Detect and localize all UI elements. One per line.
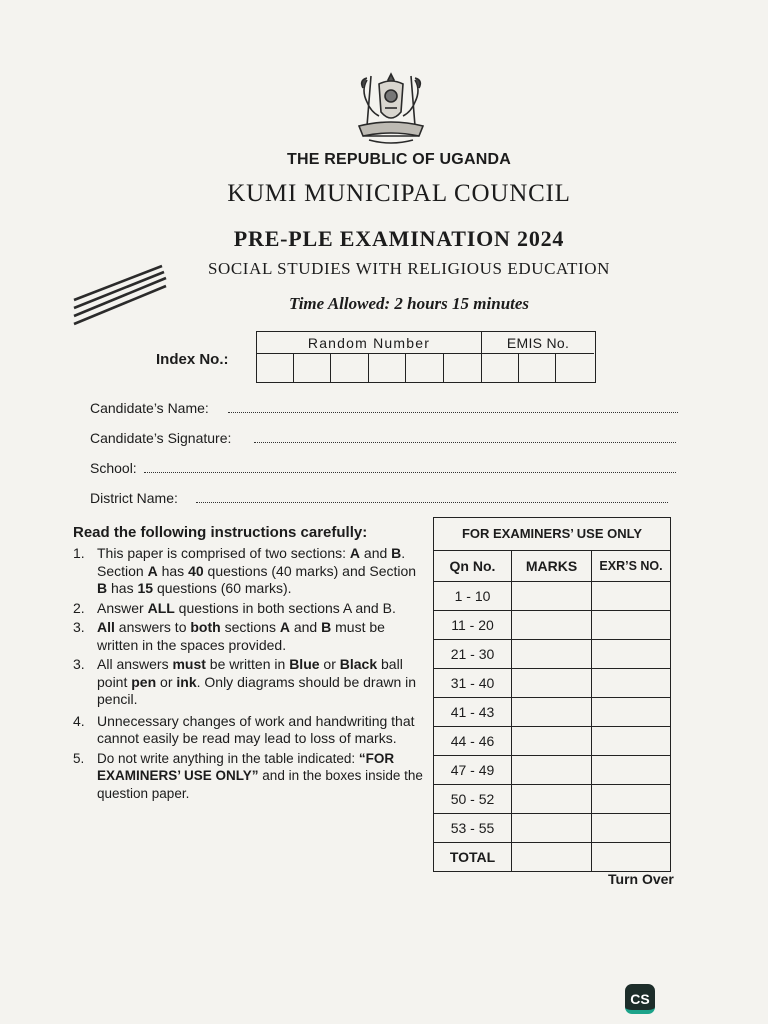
index-box[interactable] bbox=[331, 354, 369, 382]
total-label: TOTAL bbox=[434, 843, 512, 872]
question-range: 41 - 43 bbox=[434, 698, 512, 727]
candidate-name-label: Candidate’s Name: bbox=[90, 400, 209, 416]
column-marks: MARKS bbox=[512, 551, 592, 582]
school-label: School: bbox=[90, 460, 137, 476]
examiners-use-table bbox=[433, 517, 671, 872]
candidate-name-field[interactable] bbox=[90, 400, 678, 416]
marks-cell[interactable] bbox=[512, 727, 592, 756]
question-range: 44 - 46 bbox=[434, 727, 512, 756]
table-row bbox=[434, 698, 671, 727]
instruction-item: 2. Answer ALL questions in both sections A and B. bbox=[73, 599, 396, 616]
instruction-item: 1. This paper is comprised of two sections: A and B. Section A has 40 questions (40 marks) and Section B has 15 questions (60 marks). bbox=[73, 545, 417, 596]
decorative-stripes bbox=[66, 262, 176, 332]
question-range: 1 - 10 bbox=[434, 582, 512, 611]
index-number-label: Index No.: bbox=[156, 351, 229, 368]
table-row bbox=[434, 640, 671, 669]
question-range: 50 - 52 bbox=[434, 785, 512, 814]
table-row bbox=[434, 669, 671, 698]
examiner-cell[interactable] bbox=[592, 582, 671, 611]
marks-cell[interactable] bbox=[512, 785, 592, 814]
table-row bbox=[434, 727, 671, 756]
republic-heading: THE REPUBLIC OF UGANDA bbox=[287, 151, 511, 168]
marks-cell[interactable] bbox=[512, 640, 592, 669]
examiner-cell[interactable] bbox=[592, 669, 671, 698]
column-examiner-no: EXR’S NO. bbox=[592, 551, 671, 582]
question-range: 31 - 40 bbox=[434, 669, 512, 698]
instructions-list bbox=[73, 545, 428, 804]
index-box[interactable] bbox=[294, 354, 331, 382]
examiner-cell[interactable] bbox=[592, 814, 671, 843]
marks-cell[interactable] bbox=[512, 756, 592, 785]
candidate-signature-label: Candidate’s Signature: bbox=[90, 430, 232, 446]
question-range: 11 - 20 bbox=[434, 611, 512, 640]
examiner-cell[interactable] bbox=[592, 727, 671, 756]
table-row bbox=[434, 756, 671, 785]
turn-over-note: Turn Over bbox=[608, 871, 674, 887]
emis-box[interactable] bbox=[519, 354, 556, 382]
random-number-header: Random Number bbox=[257, 332, 482, 354]
marks-cell[interactable] bbox=[512, 698, 592, 727]
exam-title: PRE-PLE EXAMINATION 2024 bbox=[233, 226, 565, 251]
column-qn-no: Qn No. bbox=[434, 551, 512, 582]
index-number-grid[interactable] bbox=[256, 331, 596, 383]
district-name-label: District Name: bbox=[90, 490, 178, 506]
emis-box[interactable] bbox=[556, 354, 594, 382]
index-box[interactable] bbox=[369, 354, 406, 382]
school-line[interactable] bbox=[144, 472, 676, 473]
candidate-name-line[interactable] bbox=[228, 412, 678, 413]
question-range: 47 - 49 bbox=[434, 756, 512, 785]
examiner-cell[interactable] bbox=[592, 698, 671, 727]
table-row bbox=[434, 785, 671, 814]
examiners-table-header: FOR EXAMINERS’ USE ONLY bbox=[434, 518, 671, 551]
examiner-cell[interactable] bbox=[592, 611, 671, 640]
council-heading: KUMI MUNICIPAL COUNCIL bbox=[227, 180, 571, 207]
time-allowed: Time Allowed: 2 hours 15 minutes bbox=[288, 294, 530, 313]
instruction-item: 3. All answers to both sections A and B must be written in the spaces provided. bbox=[73, 619, 385, 653]
emis-box[interactable] bbox=[482, 354, 519, 382]
index-box[interactable] bbox=[444, 354, 482, 382]
instruction-item: 5. Do not write anything in the table indicated: “FOR EXAMINERS’ USE ONLY” and in the boxes inside the question paper. bbox=[73, 750, 423, 801]
coat-of-arms-icon bbox=[349, 70, 433, 146]
index-box[interactable] bbox=[406, 354, 444, 382]
camscanner-badge: CS bbox=[625, 984, 655, 1014]
instruction-item: 4. Unnecessary changes of work and handwriting that cannot easily be read may lead to loss of marks. bbox=[73, 712, 415, 746]
index-box[interactable] bbox=[257, 354, 294, 382]
marks-cell[interactable] bbox=[512, 669, 592, 698]
question-range: 53 - 55 bbox=[434, 814, 512, 843]
district-name-field[interactable] bbox=[90, 490, 668, 506]
district-name-line[interactable] bbox=[196, 502, 668, 503]
total-marks-cell[interactable] bbox=[512, 843, 592, 872]
examiner-cell[interactable] bbox=[592, 785, 671, 814]
question-range: 21 - 30 bbox=[434, 640, 512, 669]
school-field[interactable] bbox=[90, 460, 676, 476]
marks-cell[interactable] bbox=[512, 611, 592, 640]
examiner-cell[interactable] bbox=[592, 756, 671, 785]
instruction-item: 3. All answers must be written in Blue or Black ball point pen or ink. Only diagrams should be drawn in pencil. bbox=[73, 656, 417, 707]
candidate-signature-field[interactable] bbox=[90, 430, 676, 446]
candidate-signature-line[interactable] bbox=[254, 442, 676, 443]
subject-title: SOCIAL STUDIES WITH RELIGIOUS EDUCATION bbox=[207, 259, 611, 278]
marks-cell[interactable] bbox=[512, 582, 592, 611]
table-row-total bbox=[434, 843, 671, 872]
total-examiner-cell[interactable] bbox=[592, 843, 671, 872]
table-row bbox=[434, 582, 671, 611]
examiner-cell[interactable] bbox=[592, 640, 671, 669]
emis-number-header: EMIS No. bbox=[482, 332, 594, 354]
table-row bbox=[434, 611, 671, 640]
marks-cell[interactable] bbox=[512, 814, 592, 843]
table-row bbox=[434, 814, 671, 843]
instructions-title: Read the following instructions carefully: bbox=[73, 524, 368, 541]
